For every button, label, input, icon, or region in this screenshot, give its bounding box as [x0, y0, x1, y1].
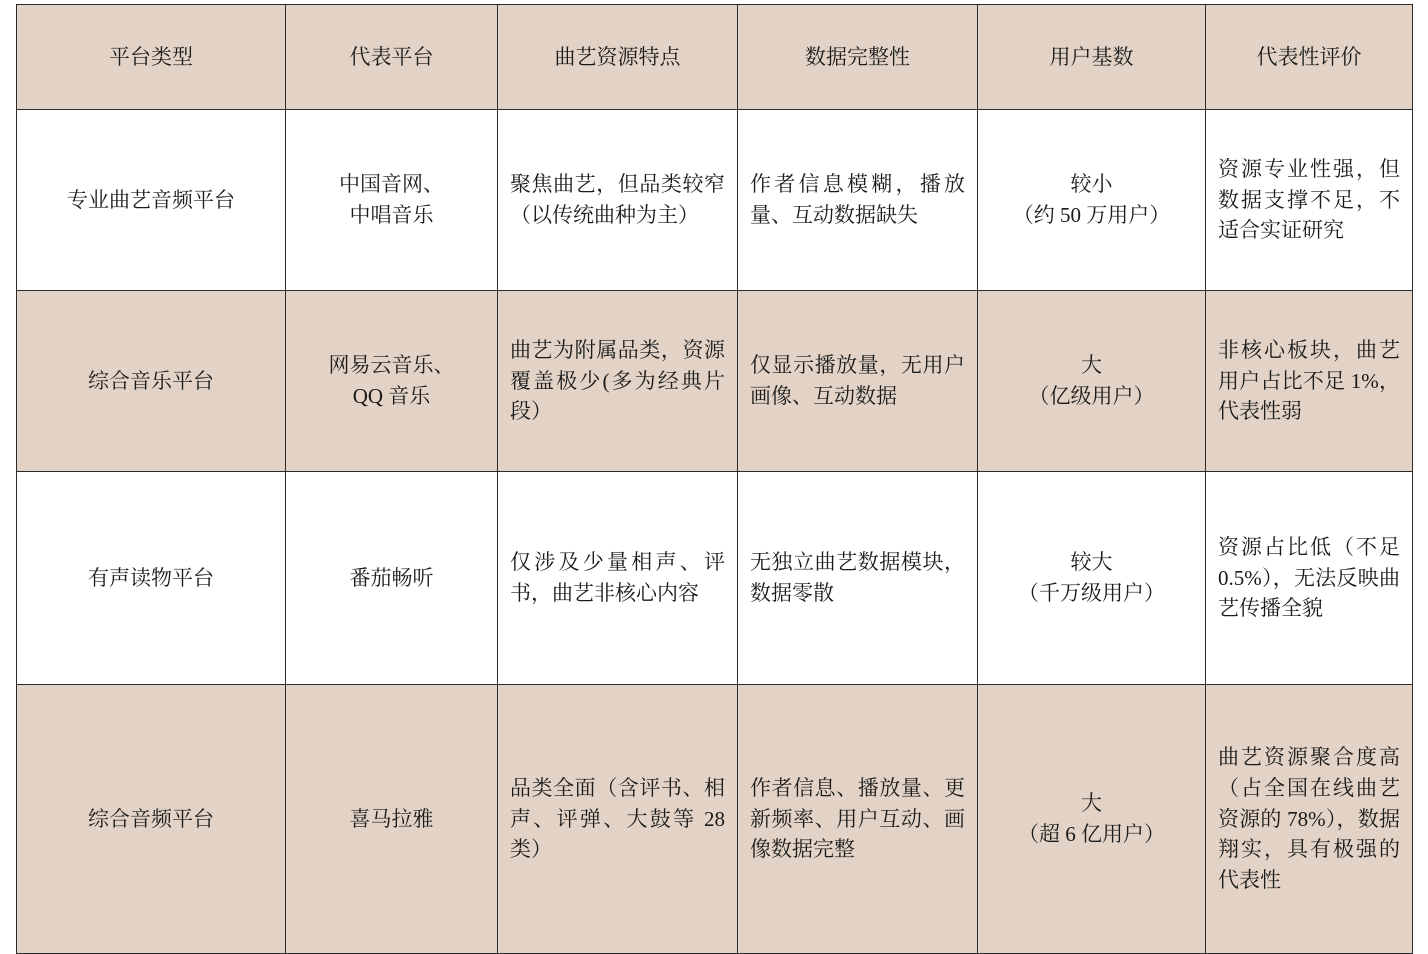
cell-representativeness: 资源占比低（不足 0.5%），无法反映曲艺传播全貌: [1206, 472, 1413, 685]
cell-resource-features: 曲艺为附属品类，资源覆盖极少(多为经典片段）: [498, 291, 738, 472]
cell-user-base: 较大 （千万级用户）: [978, 472, 1206, 685]
cell-data-completeness: 作者信息、播放量、更新频率、用户互动、画像数据完整: [738, 685, 978, 954]
cell-representativeness: 非核心板块，曲艺用户占比不足 1%，代表性弱: [1206, 291, 1413, 472]
platform-comparison-table: [16, 4, 1413, 954]
table-row: [17, 685, 1413, 954]
cell-platform-type: 专业曲艺音频平台: [17, 110, 286, 291]
table-row: [17, 110, 1413, 291]
cell-platform-type: 综合音乐平台: [17, 291, 286, 472]
cell-data-completeness: 作者信息模糊，播放量、互动数据缺失: [738, 110, 978, 291]
cell-data-completeness: 无独立曲艺数据模块，数据零散: [738, 472, 978, 685]
column-header-representativeness: 代表性评价: [1206, 5, 1413, 110]
table-header-row: [17, 5, 1413, 110]
cell-user-base: 较小 （约 50 万用户）: [978, 110, 1206, 291]
cell-user-base: 大 （亿级用户）: [978, 291, 1206, 472]
cell-resource-features: 仅涉及少量相声、评书，曲艺非核心内容: [498, 472, 738, 685]
cell-representative-platform: 中国音网、 中唱音乐: [286, 110, 498, 291]
table-row: [17, 472, 1413, 685]
cell-representative-platform: 喜马拉雅: [286, 685, 498, 954]
cell-representative-platform: 网易云音乐、 QQ 音乐: [286, 291, 498, 472]
column-header-representative-platform: 代表平台: [286, 5, 498, 110]
cell-representative-platform: 番茄畅听: [286, 472, 498, 685]
column-header-resource-features: 曲艺资源特点: [498, 5, 738, 110]
table-row: [17, 291, 1413, 472]
column-header-data-completeness: 数据完整性: [738, 5, 978, 110]
cell-representativeness: 资源专业性强，但数据支撑不足，不适合实证研究: [1206, 110, 1413, 291]
table-body: [17, 110, 1413, 954]
cell-resource-features: 品类全面（含评书、相声、评弹、大鼓等 28 类）: [498, 685, 738, 954]
column-header-user-base: 用户基数: [978, 5, 1206, 110]
cell-platform-type: 有声读物平台: [17, 472, 286, 685]
document-page: [0, 4, 1428, 901]
cell-platform-type: 综合音频平台: [17, 685, 286, 954]
cell-data-completeness: 仅显示播放量，无用户画像、互动数据: [738, 291, 978, 472]
cell-user-base: 大 （超 6 亿用户）: [978, 685, 1206, 954]
table-header: [17, 5, 1413, 110]
column-header-platform-type: 平台类型: [17, 5, 286, 110]
cell-representativeness: 曲艺资源聚合度高（占全国在线曲艺资源的 78%），数据翔实，具有极强的代表性: [1206, 685, 1413, 954]
cell-resource-features: 聚焦曲艺，但品类较窄（以传统曲种为主）: [498, 110, 738, 291]
